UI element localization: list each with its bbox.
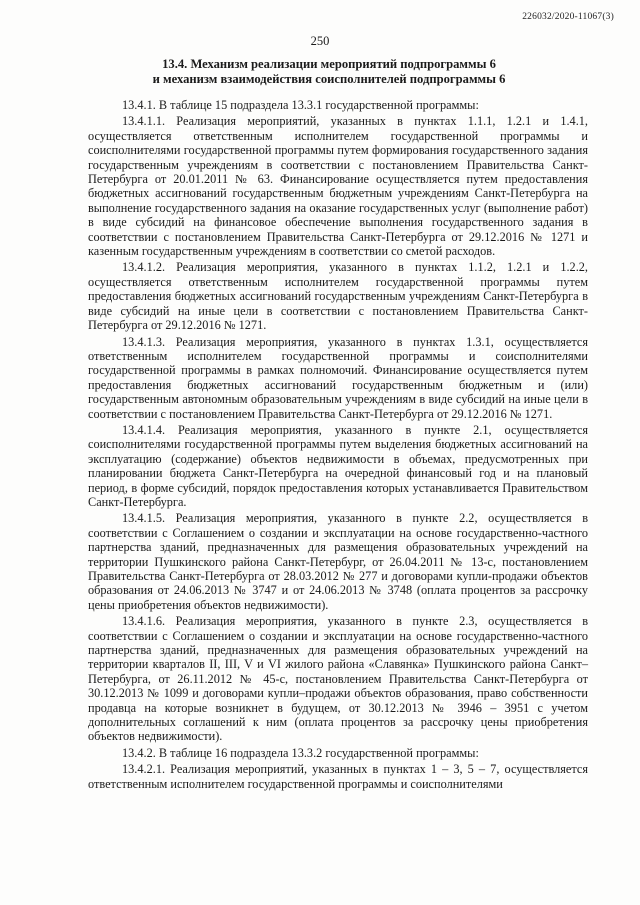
- paragraph-13-4-2-1: 13.4.2.1. Реализация мероприятий, указанных в пунктах 1 – 3, 5 – 7, осуществляется ответственным исполнителем государственной программы и соисполнителями: [88, 762, 588, 791]
- paragraph-13-4-1-5: 13.4.1.5. Реализация мероприятия, указанного в пункте 2.2, осуществляется в соответствии с Соглашением о создании и эксплуатации на основе государственно-частного партнерства зданий, предназначенных для размещения образовательных учреждений на территории Пушкинского района Санкт-Петербург, от 26.04.2011 № 13-с, постановлением Правительства Санкт-Петербурга от 28.03.2012 № 277 и договорами купли-продажи объектов образования от 24.06.2013 № 3747 и от 24.06.2013 № 3748 (оплата процентов за рассрочку цены приобретения объектов недвижимости).: [88, 511, 588, 612]
- paragraph-13-4-1-2: 13.4.1.2. Реализация мероприятия, указанного в пунктах 1.1.2, 1.2.1 и 1.2.2, осуществляется ответственным исполнителем государственной программы путем предоставления бюджетных ассигнований государственным учреждениям Санкт-Петербурга в виде субсидий на иные цели в соответствии с постановлением Правительства Санкт-Петербурга от 29.12.2016 № 1271.: [88, 260, 588, 333]
- paragraph-13-4-1-1: 13.4.1.1. Реализация мероприятий, указанных в пунктах 1.1.1, 1.2.1 и 1.4.1, осуществляется ответственным исполнителем государственной программы и соисполнителями государственной программы путем формирования государственного задания государственным учреждениям в соответствии с постановлением Правительства Санкт-Петербурга от 20.01.2011 № 63. Финансирование осуществляется путем предоставления бюджетных ассигнований государственным бюджетным учреждениям Санкт-Петербурга на выполнение государственного задания на оказание государственных услуг (выполнение работ) в виде субсидий на финансовое обеспечение выполнения государственного задания в соответствии с постановлением Правительства Санкт-Петербурга от 29.12.2016 № 1271 и казенным государственным учреждениям в соответствии со сметой расходов.: [88, 114, 588, 259]
- section-heading: [90, 57, 568, 87]
- document-body: [88, 98, 588, 793]
- document-number: 226032/2020-11067(3): [522, 12, 614, 22]
- paragraph-13-4-1-3: 13.4.1.3. Реализация мероприятия, указанного в пунктах 1.3.1, осуществляется ответственным исполнителем государственной программы и соисполнителями государственной программы в рамках полномочий. Финансирование осуществляется путем предоставления бюджетных ассигнований государственным бюджетным и (или) государственным автономным образовательным учреждениям в виде субсидий на иные цели в соответствии с постановлением Правительства Санкт-Петербурга от 29.12.2016 № 1271.: [88, 334, 588, 421]
- paragraph-13-4-1-6: 13.4.1.6. Реализация мероприятия, указанного в пункте 2.3, осуществляется в соответствии с Соглашением о создании и эксплуатации на основе государственно-частного партнерства зданий, предназначенных для размещения образовательных учреждений на территории кварталов II, III, V и VI жилого района «Славянка» Пушкинского района Санкт–Петербурга, от 26.11.2012 № 45-с, постановлением Правительства Санкт-Петербурга от 30.12.2013 № 1099 и договорами купли–продажи объектов образования, право собственности продавца на которые возникнет в будущем, от 30.12.2013 № 3946 – 3951 с учетом дополнительных соглашений к ним (оплата процентов за рассрочку цены приобретения объектов недвижимости).: [88, 614, 588, 744]
- section-heading-line-2: и механизм взаимодействия соисполнителей подпрограммы 6: [152, 72, 506, 86]
- paragraph-13-4-1-4: 13.4.1.4. Реализация мероприятия, указанного в пункте 2.1, осуществляется соисполнителями государственной программы путем выделения бюджетных ассигнований на эксплуатацию (содержание) объектов недвижимости в объемах, предусмотренных при планировании бюджета Санкт-Петербурга на очередной финансовый год и на плановый период, в форме субсидий, порядок предоставления которых устанавливается Правительством Санкт-Петербурга.: [88, 422, 588, 509]
- section-heading-line-1: 13.4. Механизм реализации мероприятий подпрограммы 6: [162, 57, 496, 71]
- paragraph-13-4-2: 13.4.2. В таблице 16 подраздела 13.3.2 государственной программы:: [122, 745, 479, 760]
- page-number: 250: [310, 34, 330, 48]
- paragraph-13-4-1: 13.4.1. В таблице 15 подраздела 13.3.1 государственной программы:: [122, 98, 479, 112]
